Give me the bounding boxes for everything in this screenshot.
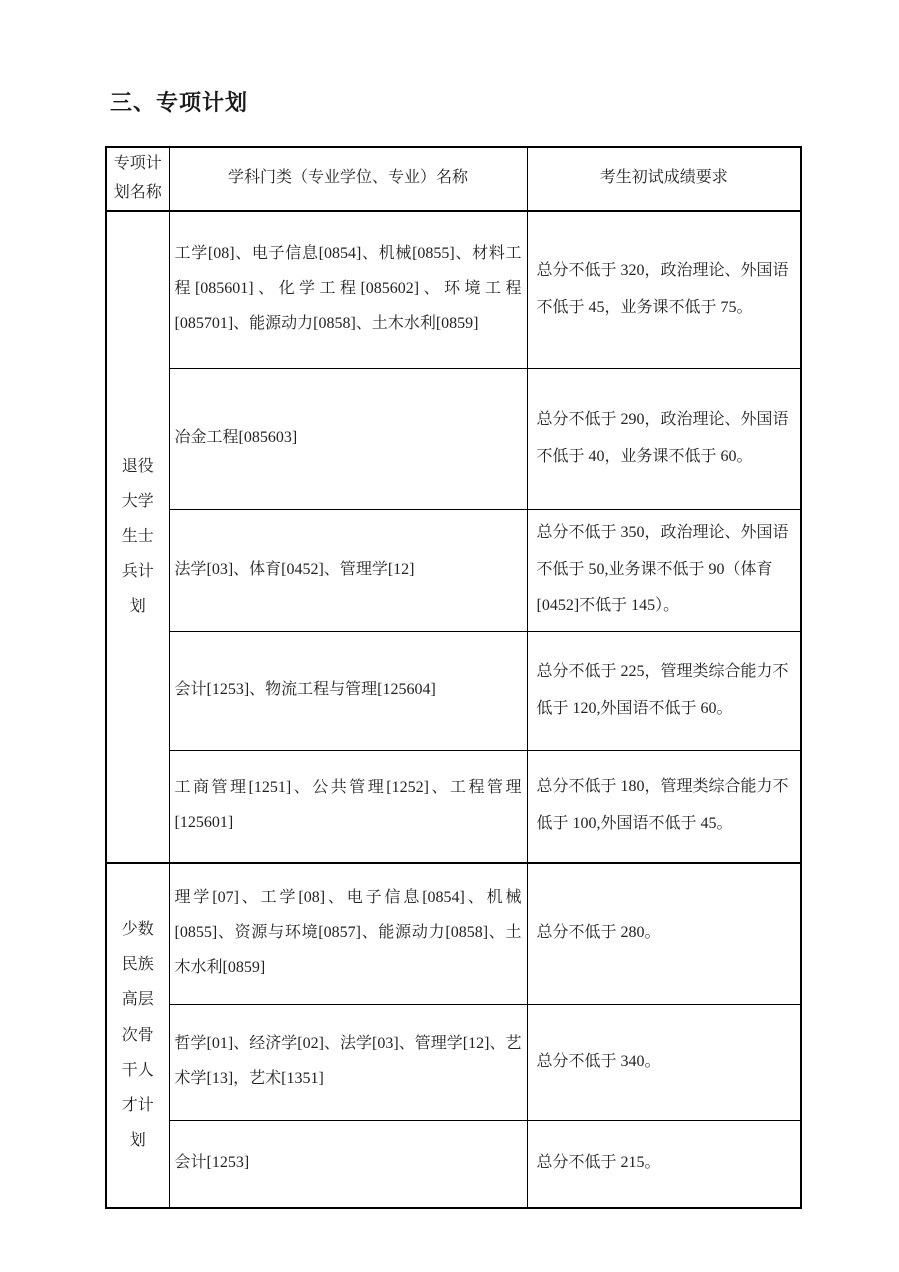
table-row [106, 863, 801, 1005]
table-header [106, 147, 801, 211]
page-title: 三、专项计划 [110, 90, 249, 115]
majors-cell: 会计[1253] [169, 1120, 527, 1208]
majors-cell: 法学[03]、体育[0452]、管理学[12] [169, 509, 527, 631]
group-veteran-soldiers [106, 211, 801, 863]
table-row [106, 631, 801, 750]
plan-name-label: 少数民族高层次骨干人才计划 [121, 920, 154, 1150]
requirement-cell: 总分不低于 290，政治理论、外国语不低于 40，业务课不低于 60。 [527, 368, 801, 509]
majors-cell: 会计[1253]、物流工程与管理[125604] [169, 631, 527, 750]
header-majors: 学科门类（专业学位、专业）名称 [169, 147, 527, 211]
table-row [106, 1120, 801, 1208]
table-row [106, 509, 801, 631]
majors-cell: 冶金工程[085603] [169, 368, 527, 509]
table-row [106, 211, 801, 369]
header-row [106, 147, 801, 211]
requirement-cell: 总分不低于 180，管理类综合能力不低于 100,外国语不低于 45。 [527, 750, 801, 863]
special-plans-table [105, 146, 802, 1209]
requirement-cell: 总分不低于 340。 [527, 1004, 801, 1120]
plan-name-cell [106, 863, 169, 1208]
majors-cell: 哲学[01]、经济学[02]、法学[03]、管理学[12]、艺术学[13]，艺术[1351] [169, 1004, 527, 1120]
majors-cell: 工商管理[1251]、公共管理[1252]、工程管理[125601] [169, 750, 527, 863]
majors-cell: 理学[07]、工学[08]、电子信息[0854]、机械[0855]、资源与环境[0857]、能源动力[0858]、土木水利[0859] [169, 863, 527, 1005]
group-ethnic-minority [106, 863, 801, 1208]
requirement-cell: 总分不低于 280。 [527, 863, 801, 1005]
plan-name-label: 退役大学生士兵计划 [121, 457, 154, 616]
requirement-cell: 总分不低于 320，政治理论、外国语不低于 45，业务课不低于 75。 [527, 211, 801, 369]
requirement-cell: 总分不低于 215。 [527, 1120, 801, 1208]
requirement-cell: 总分不低于 225，管理类综合能力不低于 120,外国语不低于 60。 [527, 631, 801, 750]
header-score-requirement: 考生初试成绩要求 [527, 147, 801, 211]
majors-cell: 工学[08]、电子信息[0854]、机械[0855]、材料工程[085601]、化学工程[085602]、环境工程[085701]、能源动力[0858]、土木水利[0859] [169, 211, 527, 369]
header-plan-name: 专项计划名称 [106, 147, 169, 211]
requirement-cell: 总分不低于 350，政治理论、外国语不低于 50,业务课不低于 90（体育[0452]不低于 145）。 [527, 509, 801, 631]
table-row [106, 368, 801, 509]
table-row [106, 1004, 801, 1120]
plan-name-cell [106, 211, 169, 863]
document-content [105, 86, 802, 1209]
table-row [106, 750, 801, 863]
